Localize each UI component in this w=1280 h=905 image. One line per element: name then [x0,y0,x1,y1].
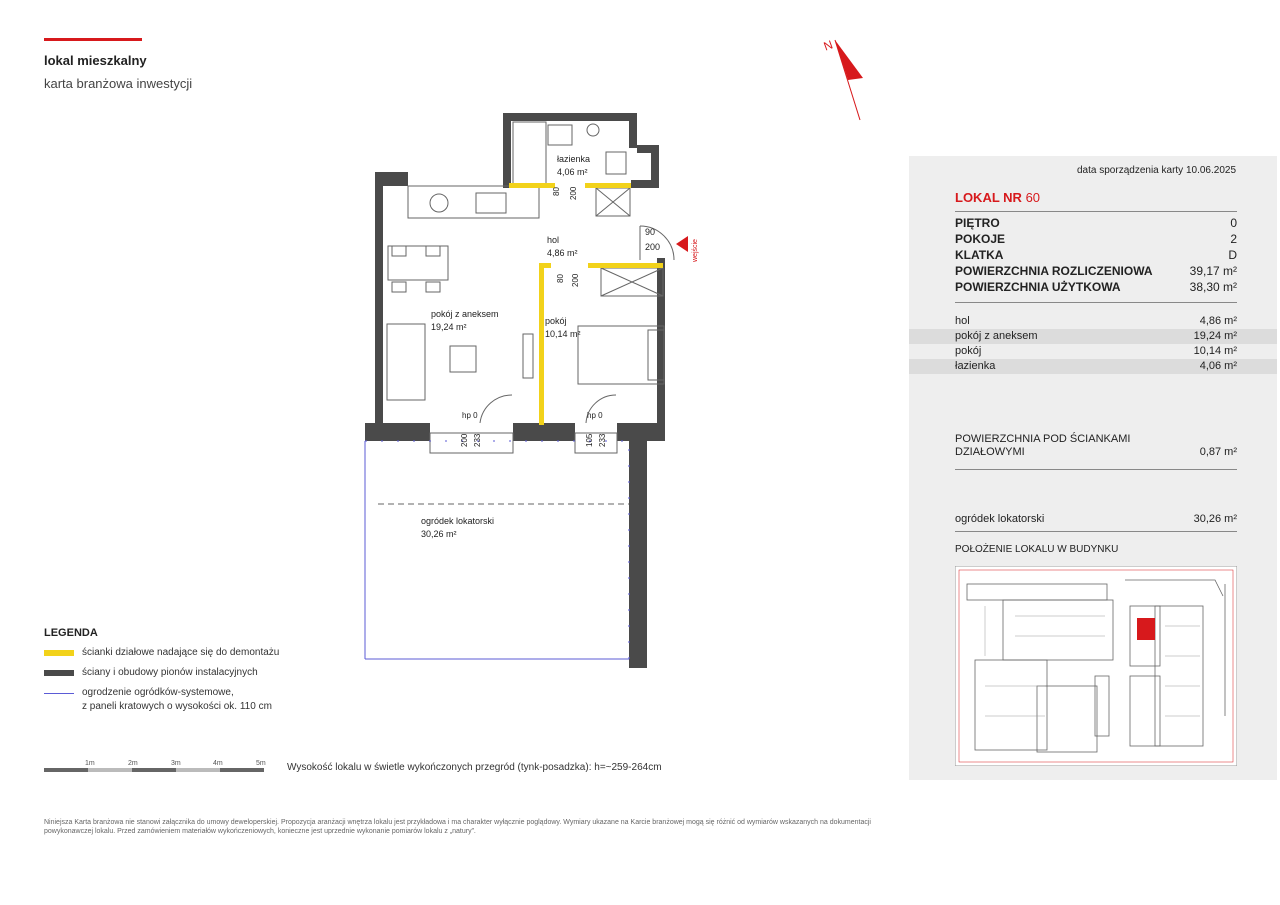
north-arrow-icon [815,30,875,125]
legend-swatch-walls [44,670,74,676]
garden-divider [955,531,1237,532]
scale-label-3m: 3m [171,760,181,767]
legend-swatch-partition [44,650,74,656]
door-height-entry: 200 [645,242,661,252]
door-width-bath: 80 [552,187,561,196]
scale-label-2m: 2m [128,760,138,767]
window1-height: 233 [473,433,482,447]
room-area-garden: 30,26 m² [421,529,457,539]
scale-label-5m: 5m [256,760,266,767]
partition-value: 0,87 m² [1199,446,1237,458]
unit-number [955,190,1040,205]
partition-divider [955,469,1237,470]
room-label-garden: ogródek lokatorski [421,516,495,526]
window2-height: 233 [598,433,607,447]
partition-label-1: POWIERZCHNIA POD ŚCIANKAMI [955,433,1131,445]
room-area-hall: 4,86 m² [547,248,578,258]
scale-label-1m: 1m [85,760,95,767]
room-area-living: 19,24 m² [431,322,467,332]
room-label-bathroom: łazienka [557,154,591,164]
interior-lines [387,122,674,453]
height-note: Wysokość lokalu w świetle wykończonych przegród (tynk-posadzka): h=~259-264cm [287,762,662,773]
summary-row-usable-area: POWIERZCHNIA UŻYTKOWA 38,30 m² [955,280,1237,294]
disclaimer: Niniejsza Karta branżowa nie stanowi załącznika do umowy deweloperskiej. Propozycja aranżacji wnętrza lokalu jest przykładowa i ma charakter wyłącznie poglądowy. Wymiary ukazane na Karcie branżowej mogą się różnić od wymiarów wskazanych na dokumentacji powykonawczej lokalu. Przed zamówieniem materiałów wykończeniowych, konieczne jest uprzednie wykonanie pomiarów lokalu z „natury”. [44,819,871,835]
room-row-room: pokój 10,14 m² [955,345,1237,357]
room-row-hall: hol 4,86 m² [955,315,1237,327]
location-title: POŁOŻENIE LOKALU W BUDYNKU [955,544,1119,555]
door-height-bath: 200 [569,186,578,200]
rooms-divider [955,302,1237,303]
door-height-room: 200 [571,273,580,287]
card-date: data sporządzenia karty 10.06.2025 [1077,165,1236,176]
window2-width: 105 [585,433,594,447]
demountable-partitions [509,183,663,425]
door-width-entry: 90 [645,227,656,237]
scale-label-4m: 4m [213,760,223,767]
summary-row-staircase: KLATKA D [955,248,1237,262]
room-area-room: 10,14 m² [545,329,581,339]
legend-swatch-fence [44,693,74,694]
legend-item-walls: ściany i obudowy pionów instalacyjnych [44,666,344,682]
room-label-living: pokój z aneksem [431,309,499,319]
legend-item-fence: ogrodzenie ogródków-systemowe, z paneli kratowych o wysokości ok. 110 cm [44,686,344,716]
entrance-label: wejście [692,239,699,262]
door-width-room: 80 [556,274,565,283]
summary-row-rooms: POKOJE 2 [955,232,1237,246]
room-row-bathroom: łazienka 4,06 m² [909,359,1277,374]
entrance-arrow-icon [676,236,688,252]
unit-number-label: LOKAL NR [955,190,1022,205]
room-area-bathroom: 4,06 m² [557,167,588,177]
garden-label: ogródek lokatorski [955,513,1045,525]
room-row-living: pokój z aneksem 19,24 m² [909,329,1277,344]
page-title: lokal mieszkalny [44,53,147,68]
summary-row-floor: PIĘTRO 0 [955,216,1237,230]
page-subtitle: karta branżowa inwestycji [44,76,193,91]
room-label-room: pokój [545,316,567,326]
compass-label: N [821,37,835,54]
site-plan-map [955,566,1237,766]
legend-item-partition: ścianki działowe nadające się do demontażu [44,646,344,662]
floor-plan [360,110,700,675]
window1-hp: hp 0 [462,411,478,420]
header-accent-bar [44,38,142,41]
partition-label-2: DZIAŁOWYMI [955,446,1025,458]
room-label-hall: hol [547,235,560,245]
info-panel [909,156,1277,780]
summary-row-billing-area: POWIERZCHNIA ROZLICZENIOWA 39,17 m² [955,264,1237,278]
north-arrow-head [835,40,863,80]
legend-title: LEGENDA [44,627,98,639]
summary-divider [955,211,1237,212]
window1-width: 200 [460,433,469,447]
scale-bar [44,766,274,776]
window2-hp: hp 0 [587,411,603,420]
garden-value: 30,26 m² [1193,513,1237,525]
garden-area [365,441,629,659]
unit-location-marker [1137,618,1155,640]
unit-number-value: 60 [1025,190,1041,205]
